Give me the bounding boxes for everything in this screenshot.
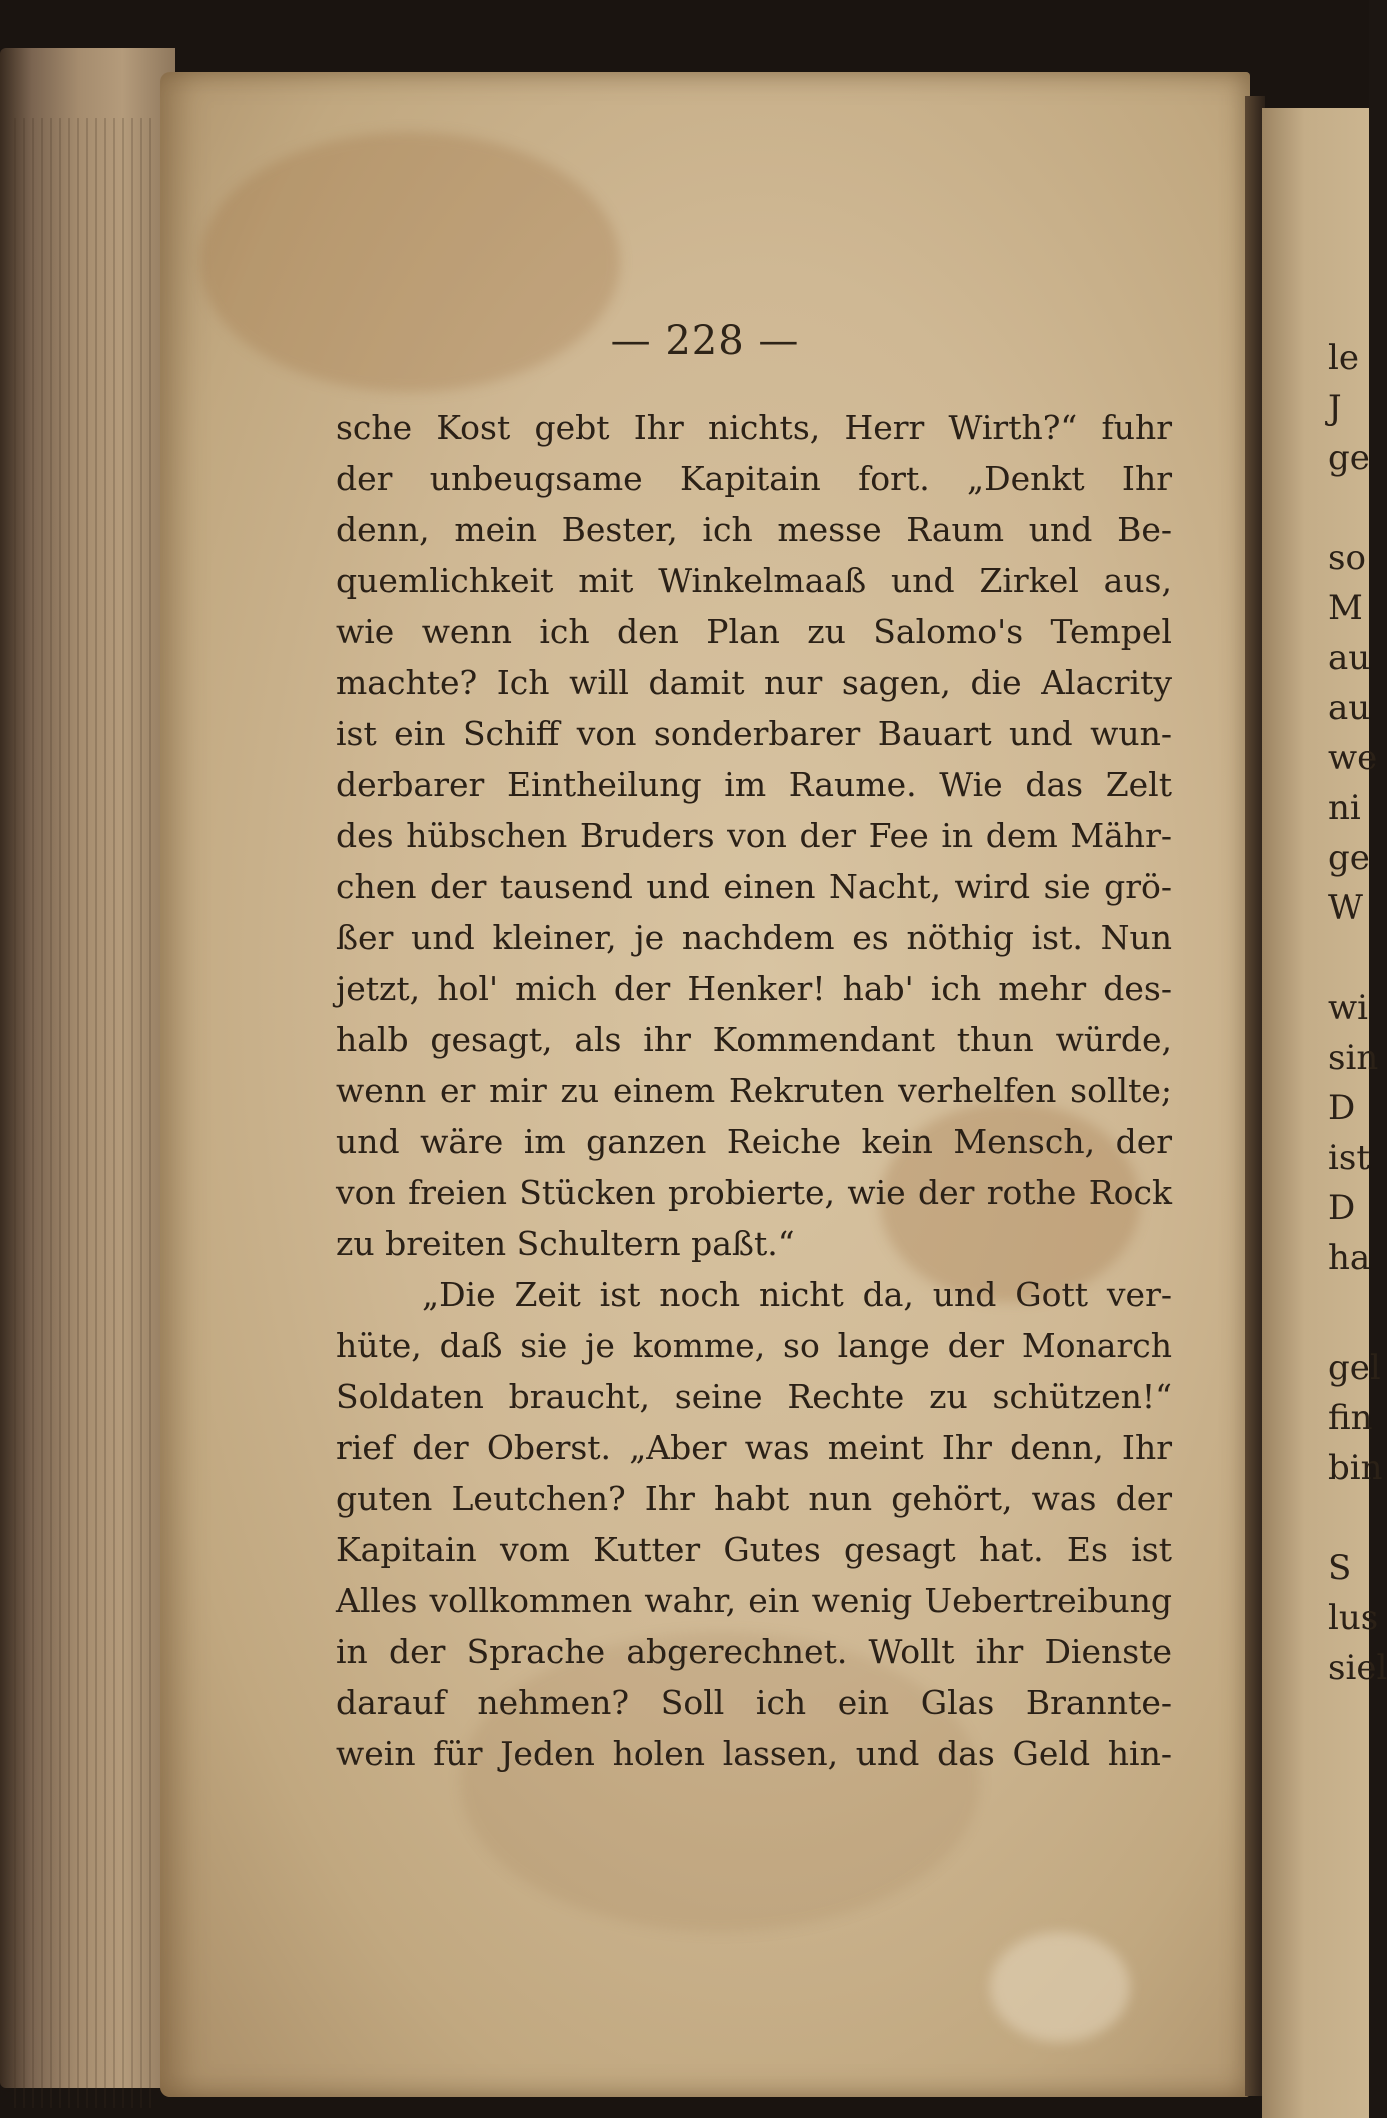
paper-tear — [990, 1932, 1130, 2042]
facing-page-fragment: au — [1328, 638, 1371, 678]
facing-page-fragment: lus — [1328, 1598, 1379, 1638]
text-line: in der Sprache abgerechnet. Wollt ihr Dienste — [336, 1632, 1172, 1671]
facing-page-fragment: siel — [1328, 1648, 1387, 1688]
facing-page-fragment: M — [1328, 588, 1363, 628]
facing-page-fragment: sin — [1328, 1038, 1379, 1078]
text-line: quemlichkeit mit Winkelmaaß und Zirkel aus, — [336, 561, 1172, 600]
facing-page-fragment: ge — [1328, 438, 1370, 478]
facing-page-fragment: we — [1328, 738, 1378, 778]
text-line: darauf nehmen? Soll ich ein Glas Brannte- — [336, 1683, 1172, 1722]
text-line: ßer und kleiner, je nachdem es nöthig ist. Nun — [336, 918, 1172, 957]
text-line: sche Kost gebt Ihr nichts, Herr Wirth?“ fuhr — [336, 408, 1172, 447]
body-text — [336, 402, 1172, 1779]
text-line: jetzt, hol' mich der Henker! hab' ich mehr des- — [336, 969, 1172, 1008]
facing-page-fragment: au — [1328, 688, 1371, 728]
text-line: Alles vollkommen wahr, ein wenig Uebertreibung — [336, 1581, 1172, 1620]
page-edges-texture — [14, 118, 154, 2108]
facing-page-fragment: ist — [1328, 1138, 1370, 1178]
book-page — [160, 72, 1250, 2097]
facing-page-fragment: bin — [1328, 1448, 1383, 1488]
facing-page-fragment: S — [1328, 1548, 1352, 1588]
text-line: des hübschen Bruders von der Fee in dem Mähr- — [336, 816, 1172, 855]
text-line: wein für Jeden holen lassen, und das Geld hin- — [336, 1734, 1172, 1773]
facing-page-fragment: gel — [1328, 1348, 1381, 1388]
text-line: ist ein Schiff von sonderbarer Bauart und wun- — [336, 714, 1172, 753]
facing-page-fragment: J — [1328, 388, 1342, 428]
text-line: der unbeugsame Kapitain fort. „Denkt Ihr — [336, 459, 1172, 498]
text-line: guten Leutchen? Ihr habt nun gehört, was der — [336, 1479, 1172, 1518]
text-line: „Die Zeit ist noch nicht da, und Gott ver- — [422, 1275, 1172, 1314]
text-line: und wäre im ganzen Reiche kein Mensch, der — [336, 1122, 1172, 1161]
facing-page-fragment: le — [1328, 338, 1359, 378]
facing-page-fragment: wi — [1328, 988, 1368, 1028]
text-line: denn, mein Bester, ich messe Raum und Be- — [336, 510, 1172, 549]
text-line: chen der tausend und einen Nacht, wird sie grö- — [336, 867, 1172, 906]
text-line: Soldaten braucht, seine Rechte zu schützen!“ — [336, 1377, 1172, 1416]
text-line: zu breiten Schultern paßt.“ — [336, 1224, 795, 1263]
text-line: wie wenn ich den Plan zu Salomo's Tempel — [336, 612, 1172, 651]
text-line: rief der Oberst. „Aber was meint Ihr denn, Ihr — [336, 1428, 1172, 1467]
book-edge — [0, 48, 175, 2088]
facing-page-fragment: so — [1328, 538, 1366, 578]
facing-page-fragment: ge — [1328, 838, 1370, 878]
facing-page-fragment: ni — [1328, 788, 1361, 828]
text-line: derbarer Eintheilung im Raume. Wie das Zelt — [336, 765, 1172, 804]
text-line: halb gesagt, als ihr Kommendant thun würde, — [336, 1020, 1172, 1059]
facing-page-fragment: W — [1328, 888, 1363, 928]
text-line: Kapitain vom Kutter Gutes gesagt hat. Es ist — [336, 1530, 1172, 1569]
facing-page — [1262, 108, 1387, 2118]
text-line: von freien Stücken probierte, wie der rothe Rock — [336, 1173, 1172, 1212]
text-line: hüte, daß sie je komme, so lange der Monarch — [336, 1326, 1172, 1365]
text-line: machte? Ich will damit nur sagen, die Alacrity — [336, 663, 1172, 702]
facing-page-fragment: fin — [1328, 1398, 1373, 1438]
facing-page-fragment: ha — [1328, 1238, 1371, 1278]
facing-page-fragment: D — [1328, 1088, 1356, 1128]
facing-page-fragment: D — [1328, 1188, 1356, 1228]
text-line: wenn er mir zu einem Rekruten verhelfen sollte; — [336, 1071, 1172, 1110]
page-number: — 228 — — [610, 318, 800, 364]
